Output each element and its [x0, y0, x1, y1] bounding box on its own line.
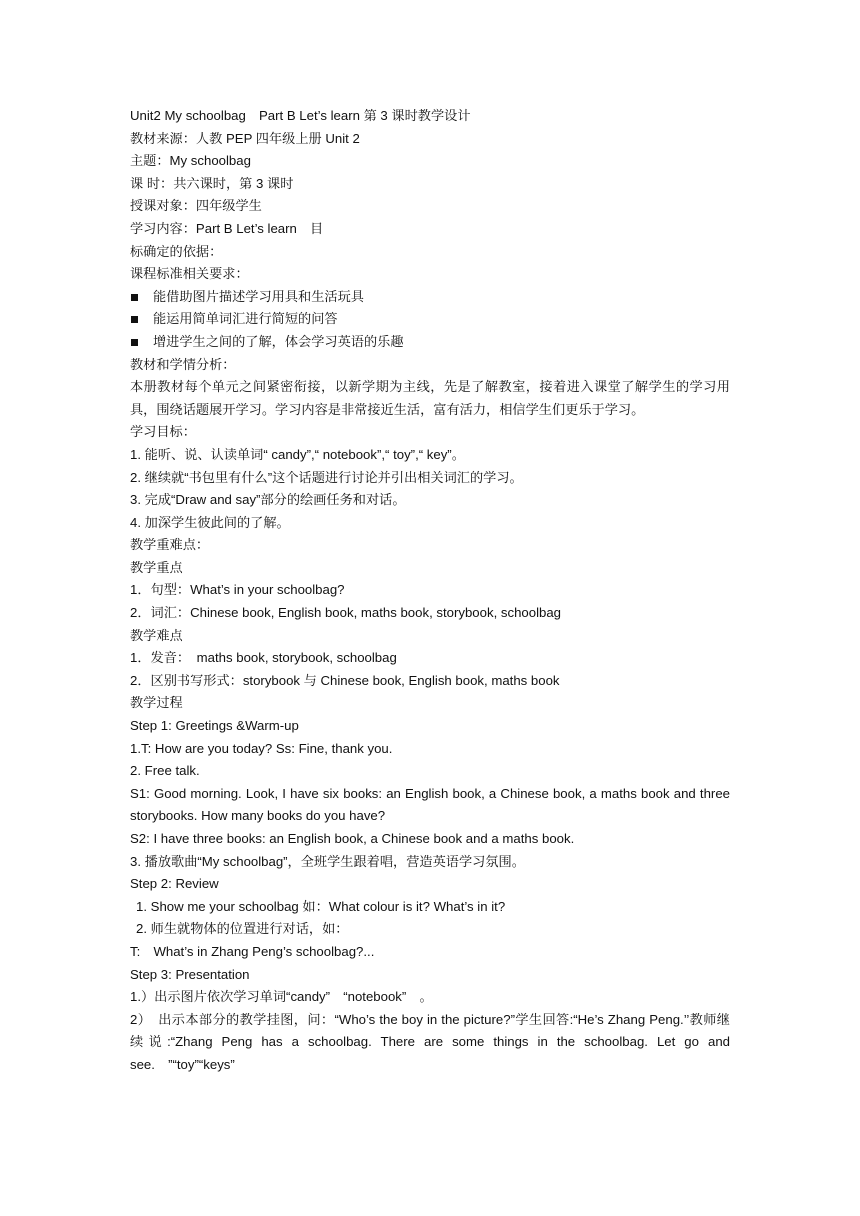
step3-line: 1.）出示图片依次学习单词“candy” “notebook” 。 — [130, 989, 433, 1005]
key-point-item: 1．句型：What’s in your schoolbag? — [130, 582, 345, 598]
step1-line: 2. Free talk. — [130, 763, 200, 779]
content-line: 学习内容：Part B Let’s learn 目 — [130, 220, 324, 236]
step1-heading: Step 1: Greetings &Warm-up — [130, 718, 299, 734]
objective-item: 4. 加深学生彼此间的了解。 — [130, 514, 290, 530]
basis-line: 标确定的依据： — [130, 243, 223, 259]
source-line: 教材来源：人教 PEP 四年级上册 Unit 2 — [130, 130, 360, 146]
hard-points-heading: 教学难点 — [130, 627, 183, 643]
step2-heading: Step 2: Review — [130, 876, 219, 892]
step2-line: 2. 师生就物体的位置进行对话，如： — [136, 921, 349, 937]
step1-line: 3. 播放歌曲“My schoolbag”，全班学生跟着唱，营造英语学习氛围。 — [130, 853, 525, 869]
square-bullet-icon — [131, 294, 138, 301]
topic-line: 主题：My schoolbag — [130, 153, 251, 169]
period-line: 课 时：共六课时，第 3 课时 — [130, 175, 294, 191]
standards-heading: 课程标准相关要求： — [130, 266, 249, 282]
step1-line: S2: I have three books: an English book, a Chinese book and a maths book. — [130, 831, 575, 846]
square-bullet-icon — [131, 339, 138, 346]
objective-item: 2. 继续就“书包里有什么”这个话题进行讨论并引出相关词汇的学习。 — [130, 469, 523, 485]
square-bullet-icon — [131, 316, 138, 323]
step2-line: T: What’s in Zhang Peng’s schoolbag?... — [130, 943, 375, 959]
document-title: Unit2 My schoolbag Part B Let’s learn 第 3 课时教学设计 — [130, 108, 471, 123]
step3-heading: Step 3: Presentation — [130, 966, 250, 982]
hard-point-item: 2．区别书写形式：storybook 与 Chinese book, English book, maths book — [130, 672, 560, 688]
objective-item: 1. 能听、说、认读单词“ candy”,“ notebook”,“ toy”,“ key”。 — [130, 446, 465, 462]
document-page — [130, 105, 730, 1077]
standards-item: 能运用简单词汇进行简短的问答 — [130, 308, 730, 331]
difficulties-heading: 教学重难点： — [130, 537, 210, 553]
objective-item: 3. 完成“Draw and say”部分的绘画任务和对话。 — [130, 492, 406, 508]
audience-line: 授课对象：四年级学生 — [130, 198, 262, 214]
process-heading: 教学过程 — [130, 695, 183, 711]
analysis-paragraph: 本册教材每个单元之间紧密衔接，以新学期为主线，先是了解教室，接着进入课堂了解学生的学习用具，围绕话题展开学习。学习内容是非常接近生活，富有活力，相信学生们更乐于学习。 — [130, 379, 730, 417]
standards-item: 增进学生之间的了解，体会学习英语的乐趣 — [130, 331, 730, 354]
step1-line: 1.T: How are you today? Ss: Fine, thank you. — [130, 740, 393, 756]
objectives-heading: 学习目标： — [130, 424, 196, 440]
standards-item: 能借助图片描述学习用具和生活玩具 — [130, 286, 730, 309]
step1-dialogue: S1: Good morning. Look, I have six books: an English book, a Chinese book, a maths book and three storybooks. How many books do you have? — [130, 785, 730, 824]
key-points-heading: 教学重点 — [130, 559, 183, 575]
step3-paragraph: 2） 出示本部分的教学挂图，问：“Who’s the boy in the picture?”学生回答:“He’s Zhang Peng.’’教师继续说:“Zhang Peng has a schoolbag. There are some things in the schoolbag. Let go and see. ”“toy”“keys” — [130, 1011, 730, 1072]
step2-line: 1. Show me your schoolbag 如：What colour is it? What’s in it? — [136, 898, 506, 914]
hard-point-item: 1．发音： maths book, storybook, schoolbag — [130, 650, 397, 666]
key-point-item: 2．词汇：Chinese book, English book, maths book, storybook, schoolbag — [130, 605, 562, 621]
analysis-heading: 教材和学情分析： — [130, 356, 236, 372]
